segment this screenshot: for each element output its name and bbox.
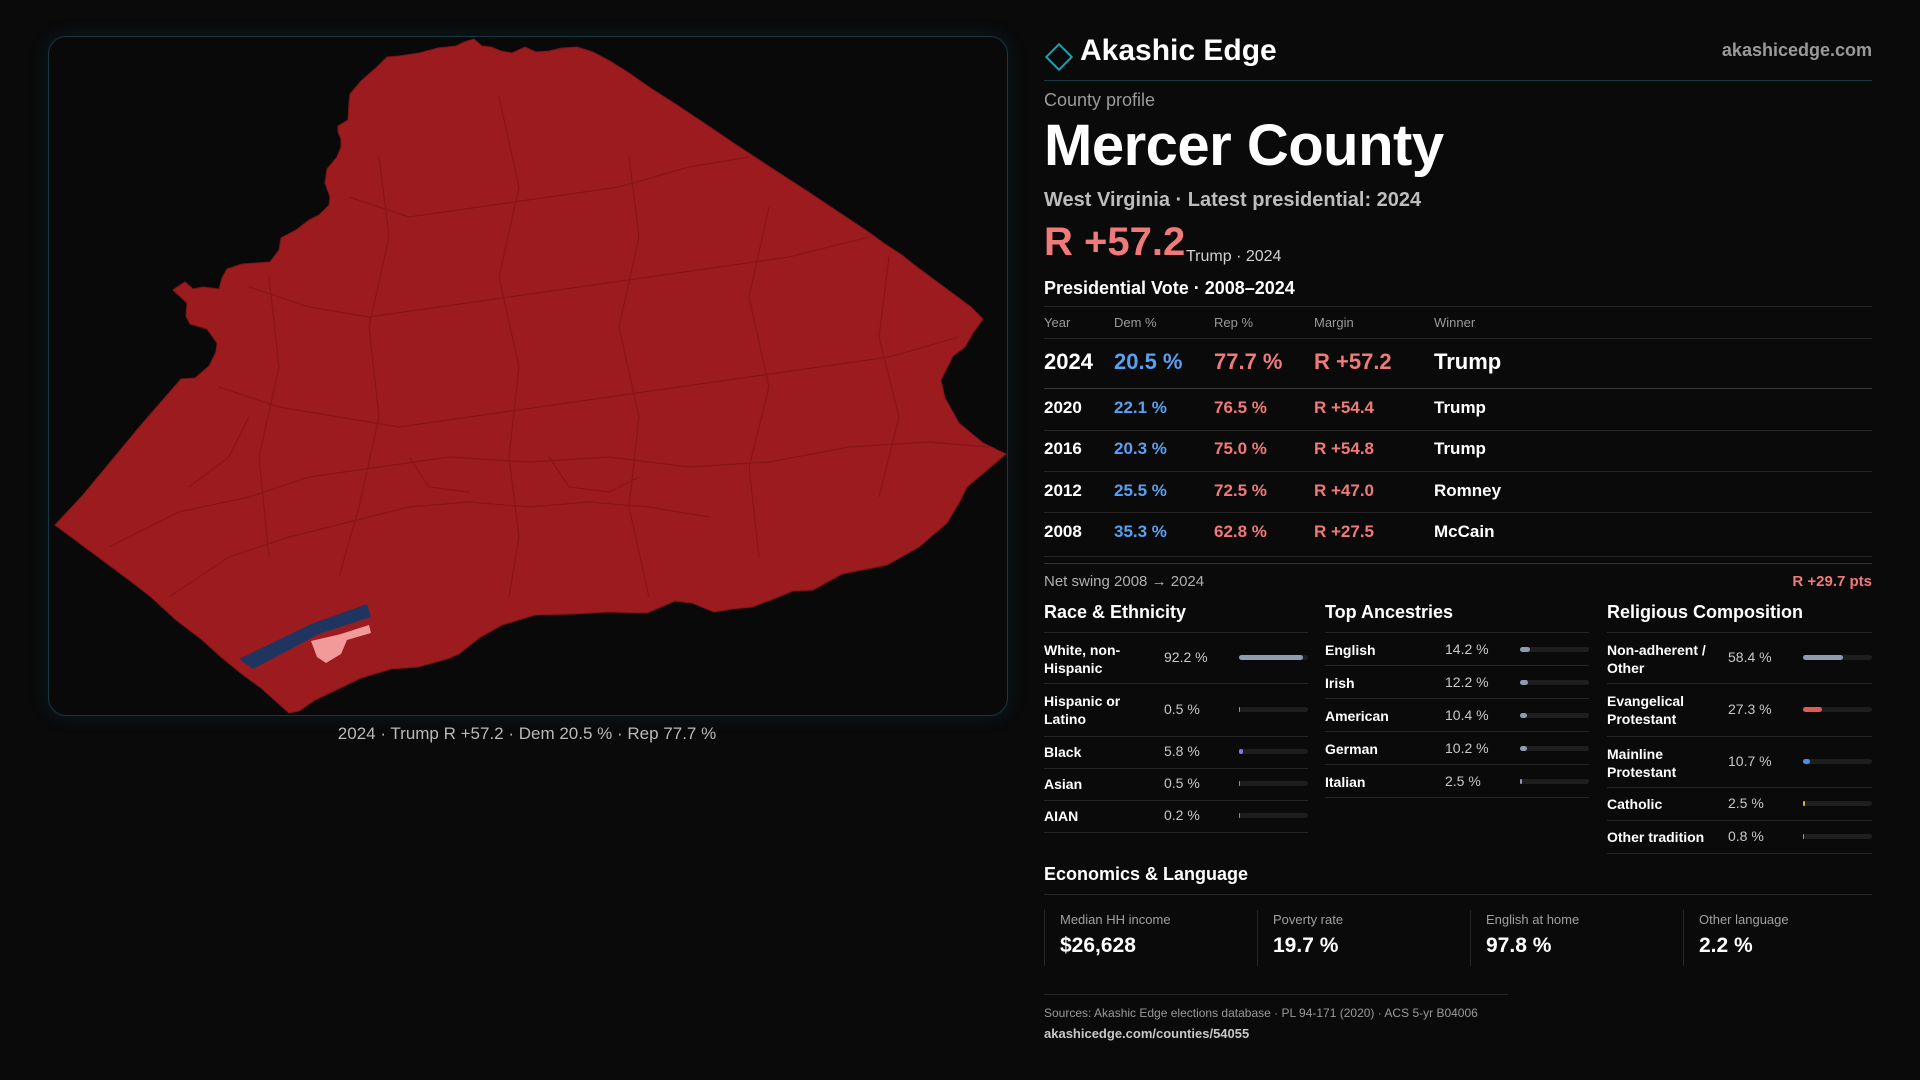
list-item — [1607, 684, 1872, 737]
bar-fill — [1803, 801, 1805, 806]
list-item — [1044, 633, 1308, 684]
item-label: Evangelical Protestant — [1607, 693, 1685, 727]
item-pct: 0.5 % — [1164, 775, 1200, 791]
list-item — [1325, 732, 1589, 765]
section-title: Top Ancestries — [1325, 602, 1589, 633]
row-year: 2012 — [1044, 481, 1082, 500]
stat-poverty-rate — [1257, 910, 1468, 966]
row-rep-pct: 75.0 % — [1214, 439, 1267, 458]
brand-name: Akashic Edge — [1080, 34, 1277, 67]
list-item — [1325, 666, 1589, 699]
bar-fill — [1520, 713, 1527, 718]
row-winner: McCain — [1434, 522, 1495, 541]
list-item — [1325, 765, 1589, 798]
bar-fill — [1803, 759, 1810, 764]
economics-title: Economics & Language — [1044, 864, 1249, 884]
row-year: 2020 — [1044, 398, 1082, 417]
bar-fill — [1520, 779, 1522, 784]
divider — [1044, 994, 1508, 995]
bar-track — [1520, 779, 1589, 784]
item-pct: 10.7 % — [1728, 753, 1772, 769]
table-row[interactable] — [1044, 349, 1872, 389]
headline-margin: R +57.2 — [1044, 220, 1186, 264]
row-margin: R +47.0 — [1314, 481, 1375, 500]
bar-track — [1239, 781, 1308, 786]
stat-other-language — [1683, 910, 1873, 966]
brand-url-link[interactable]: akashicedge.com — [1721, 40, 1872, 60]
vote-table-title: Presidential Vote · 2008–2024 — [1044, 278, 1295, 298]
stat-english-at-home — [1470, 910, 1681, 966]
item-pct: 10.2 % — [1445, 740, 1489, 756]
profile-subtitle: West Virginia · Latest presidential: 2024 — [1044, 189, 1422, 211]
item-label: Mainline Protestant — [1607, 746, 1677, 780]
item-pct: 58.4 % — [1728, 649, 1772, 665]
item-pct: 0.2 % — [1164, 807, 1200, 823]
ancestries-section — [1325, 602, 1589, 798]
bar-track — [1803, 834, 1872, 839]
row-margin: R +54.4 — [1314, 398, 1375, 417]
item-label: Irish — [1325, 675, 1355, 691]
row-rep-pct: 77.7 % — [1214, 349, 1283, 374]
stat-value: 19.7 % — [1273, 934, 1339, 957]
item-label: Non-adherent / Other — [1607, 642, 1706, 676]
item-pct: 14.2 % — [1445, 641, 1489, 657]
stat-label: Other language — [1699, 912, 1789, 927]
table-row[interactable] — [1044, 522, 1872, 552]
stat-median-income — [1044, 910, 1255, 966]
bar-track — [1803, 759, 1872, 764]
column-header-winner: Winner — [1434, 315, 1476, 330]
row-year: 2024 — [1044, 349, 1093, 374]
stat-value: 2.2 % — [1699, 934, 1753, 957]
column-header-year: Year — [1044, 315, 1071, 330]
bar-fill — [1803, 834, 1804, 839]
bar-fill — [1239, 813, 1240, 818]
bar-track — [1520, 647, 1589, 652]
bar-track — [1239, 749, 1308, 754]
bar-track — [1803, 655, 1872, 660]
net-swing-label: Net swing 2008 → 2024 — [1044, 573, 1205, 590]
bar-track — [1520, 713, 1589, 718]
bar-fill — [1520, 680, 1528, 685]
row-rep-pct: 72.5 % — [1214, 481, 1267, 500]
item-pct: 10.4 % — [1445, 707, 1489, 723]
county-url-link[interactable]: akashicedge.com/counties/54055 — [1044, 1026, 1250, 1041]
headline-margin-note: Trump · 2024 — [1186, 248, 1282, 265]
item-pct: 92.2 % — [1164, 649, 1208, 665]
item-pct: 27.3 % — [1728, 701, 1772, 717]
bar-fill — [1239, 707, 1240, 712]
row-winner: Romney — [1434, 481, 1502, 500]
vote-table-header — [1044, 315, 1872, 335]
bar-fill — [1803, 707, 1822, 712]
divider — [1044, 338, 1872, 339]
list-item — [1044, 684, 1308, 737]
item-label: English — [1325, 642, 1376, 658]
item-pct: 0.5 % — [1164, 701, 1200, 717]
column-header-margin: Margin — [1314, 315, 1354, 330]
row-rep-pct: 62.8 % — [1214, 522, 1267, 541]
divider — [1044, 430, 1872, 431]
item-label: German — [1325, 741, 1378, 757]
county-map-panel[interactable] — [48, 36, 1008, 716]
bar-track — [1239, 707, 1308, 712]
row-dem-pct: 25.5 % — [1114, 481, 1167, 500]
bar-track — [1239, 655, 1308, 660]
divider — [1044, 306, 1872, 307]
list-item — [1607, 821, 1872, 854]
stat-value: $26,628 — [1060, 934, 1136, 957]
bar-track — [1803, 707, 1872, 712]
stat-label: Median HH income — [1060, 912, 1171, 927]
list-item — [1044, 769, 1308, 801]
stat-label: English at home — [1486, 912, 1580, 927]
section-title: Race & Ethnicity — [1044, 602, 1308, 633]
divider — [1044, 471, 1872, 472]
column-header-dem: Dem % — [1114, 315, 1157, 330]
list-item — [1607, 633, 1872, 684]
row-winner: Trump — [1434, 439, 1486, 458]
county-shape-republican[interactable] — [55, 39, 1006, 713]
section-title: Religious Composition — [1607, 602, 1872, 633]
bar-fill — [1239, 655, 1303, 660]
column-header-rep: Rep % — [1214, 315, 1254, 330]
table-row[interactable] — [1044, 439, 1872, 469]
item-label: Catholic — [1607, 796, 1663, 812]
list-item — [1607, 788, 1872, 821]
sources-text: Sources: Akashic Edge elections database · PL 94-171 (2020) · ACS 5-yr B04006 — [1044, 1006, 1478, 1020]
item-label: White, non-Hispanic — [1044, 642, 1121, 676]
item-label: Asian — [1044, 776, 1083, 792]
row-margin: R +27.5 — [1314, 522, 1375, 541]
list-item — [1325, 699, 1589, 732]
brand-header — [1044, 30, 1872, 81]
divider — [1044, 556, 1872, 557]
divider — [1044, 512, 1872, 513]
bar-fill — [1239, 749, 1243, 754]
bar-fill — [1239, 781, 1240, 786]
row-rep-pct: 76.5 % — [1214, 398, 1267, 417]
list-item — [1607, 737, 1872, 788]
item-label: Hispanic or Latino — [1044, 693, 1121, 727]
bar-fill — [1520, 647, 1530, 652]
page-title: Mercer County — [1044, 113, 1444, 178]
item-label: AIAN — [1044, 808, 1079, 824]
divider — [1044, 388, 1872, 389]
row-dem-pct: 20.3 % — [1114, 439, 1167, 458]
row-year: 2008 — [1044, 522, 1082, 541]
row-winner: Trump — [1434, 349, 1502, 374]
bar-fill — [1803, 655, 1843, 660]
stat-value: 97.8 % — [1486, 934, 1552, 957]
race-ethnicity-section — [1044, 602, 1308, 833]
net-swing-value: R +29.7 pts — [1792, 573, 1872, 590]
profile-eyebrow: County profile — [1044, 90, 1156, 110]
row-dem-pct: 20.5 % — [1114, 349, 1183, 374]
item-pct: 5.8 % — [1164, 743, 1200, 759]
item-label: Italian — [1325, 774, 1366, 790]
row-dem-pct: 35.3 % — [1114, 522, 1167, 541]
county-map[interactable] — [49, 37, 1007, 715]
item-pct: 12.2 % — [1445, 674, 1489, 690]
item-pct: 0.8 % — [1728, 828, 1764, 844]
row-margin: R +54.8 — [1314, 439, 1375, 458]
divider — [1044, 894, 1872, 895]
row-year: 2016 — [1044, 439, 1082, 458]
map-caption: 2024 · Trump R +57.2 · Dem 20.5 % · Rep 77.7 % — [337, 724, 717, 743]
item-pct: 2.5 % — [1445, 773, 1481, 789]
bar-track — [1520, 746, 1589, 751]
row-margin: R +57.2 — [1314, 349, 1392, 374]
table-row[interactable] — [1044, 481, 1872, 511]
list-item — [1325, 633, 1589, 666]
item-pct: 2.5 % — [1728, 795, 1764, 811]
item-label: American — [1325, 708, 1389, 724]
list-item — [1044, 737, 1308, 769]
list-item — [1044, 801, 1308, 833]
diamond-logo-icon — [1044, 42, 1074, 72]
bar-fill — [1520, 746, 1527, 751]
stat-label: Poverty rate — [1273, 912, 1344, 927]
row-dem-pct: 22.1 % — [1114, 398, 1167, 417]
bar-track — [1239, 813, 1308, 818]
divider — [1044, 563, 1872, 564]
bar-track — [1520, 680, 1589, 685]
row-winner: Trump — [1434, 398, 1486, 417]
item-label: Black — [1044, 744, 1082, 760]
table-row[interactable] — [1044, 398, 1872, 428]
item-label: Other tradition — [1607, 829, 1705, 845]
religion-section — [1607, 602, 1872, 854]
bar-track — [1803, 801, 1872, 806]
